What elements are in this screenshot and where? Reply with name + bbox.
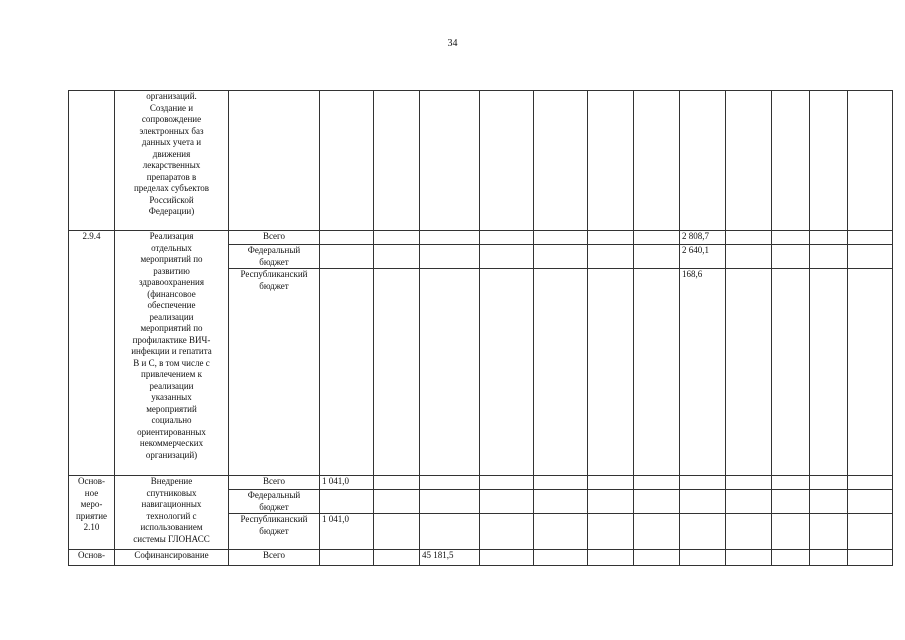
- value-cell: [588, 231, 634, 245]
- funding-source-cell: [229, 269, 320, 476]
- text-line: навигационных: [141, 499, 202, 509]
- value-cell: [320, 91, 374, 231]
- value-cell: [634, 245, 680, 269]
- text-line: ориентированных: [137, 426, 206, 437]
- value-cell: [726, 91, 772, 231]
- value-cell: [848, 476, 893, 490]
- text-line: приятие: [75, 510, 108, 521]
- value-cell: 45 181,5: [420, 550, 480, 566]
- text-line: инфекции и гепатита: [131, 346, 212, 356]
- value-cell: [772, 91, 810, 231]
- row-number-cell: [69, 476, 115, 550]
- text-line: спутниковых: [146, 487, 197, 498]
- value-cell: [420, 245, 480, 269]
- text-line: мероприятий по: [140, 254, 203, 264]
- value-cell: [772, 476, 810, 490]
- value-cell: [588, 514, 634, 550]
- value-cell: [534, 476, 588, 490]
- text-line: меро-: [80, 499, 103, 509]
- value-cell: [810, 231, 848, 245]
- text-line: (финансовое: [147, 288, 196, 299]
- funding-source-cell: [229, 91, 320, 231]
- value-cell: [480, 91, 534, 231]
- text-line: Федерации): [148, 206, 195, 216]
- text-line: Федеральный: [247, 245, 301, 255]
- value-cell: [588, 269, 634, 476]
- value-cell: [480, 231, 534, 245]
- value-cell: [320, 231, 374, 245]
- value-cell: [588, 91, 634, 231]
- value-cell: [534, 490, 588, 514]
- value-cell: [420, 91, 480, 231]
- budget-table: [68, 90, 893, 566]
- text-line: Российской: [149, 194, 194, 205]
- funding-source-cell: [229, 476, 320, 490]
- funding-source-cell: [229, 245, 320, 269]
- value-cell: [534, 269, 588, 476]
- value-cell: [726, 514, 772, 550]
- text-line: сопровождение: [141, 114, 202, 124]
- value-cell: 1 041,0: [320, 476, 374, 490]
- text-line: В и С, в том числе с: [133, 357, 210, 368]
- value-cell: [726, 490, 772, 514]
- value-cell: [534, 231, 588, 245]
- value-cell: [534, 91, 588, 231]
- value-cell: [810, 91, 848, 231]
- value-cell: [680, 514, 726, 550]
- value-cell: [374, 91, 420, 231]
- text-line: развитию: [153, 265, 190, 276]
- value-cell: [848, 231, 893, 245]
- value-cell: [420, 269, 480, 476]
- text-line: мероприятий по: [140, 323, 203, 333]
- value-cell: [374, 231, 420, 245]
- value-cell: [848, 245, 893, 269]
- text-line: движения: [152, 148, 191, 159]
- value-cell: [726, 269, 772, 476]
- text-line: лекарственных: [142, 160, 201, 170]
- text-line: организаций): [145, 449, 198, 460]
- value-cell: [588, 550, 634, 566]
- value-cell: [374, 550, 420, 566]
- value-cell: [420, 476, 480, 490]
- value-cell: [726, 231, 772, 245]
- value-cell: [534, 245, 588, 269]
- value-cell: [374, 269, 420, 476]
- value-cell: [634, 231, 680, 245]
- text-line: указанных: [151, 392, 192, 402]
- table-body: [69, 91, 893, 566]
- table-row: [69, 91, 893, 231]
- row-number-cell: [69, 550, 115, 566]
- value-cell: [810, 514, 848, 550]
- funding-source-cell: [229, 550, 320, 566]
- value-cell: [810, 269, 848, 476]
- value-cell: [772, 269, 810, 476]
- value-cell: [420, 514, 480, 550]
- table-row: [69, 231, 893, 245]
- text-line: Реализация: [149, 231, 194, 241]
- value-cell: [374, 514, 420, 550]
- value-cell: [374, 245, 420, 269]
- text-line: 2.9.4: [82, 231, 101, 241]
- value-cell: [480, 550, 534, 566]
- value-cell: [726, 550, 772, 566]
- value-cell: [726, 245, 772, 269]
- text-line: данных учета и: [141, 137, 202, 147]
- value-cell: [534, 550, 588, 566]
- value-cell: [588, 245, 634, 269]
- text-line: бюджет: [259, 280, 289, 291]
- text-line: организаций.: [146, 91, 197, 101]
- value-cell: [680, 550, 726, 566]
- text-line: использованием: [140, 522, 203, 532]
- measure-name-cell: [115, 550, 229, 566]
- text-line: профилактике ВИЧ-: [132, 334, 211, 345]
- value-cell: [634, 269, 680, 476]
- text-line: электронных баз: [139, 125, 204, 136]
- value-cell: [374, 490, 420, 514]
- text-line: бюджет: [259, 256, 289, 267]
- row-number-cell: [69, 231, 115, 476]
- value-cell: [480, 490, 534, 514]
- text-line: Федеральный: [247, 490, 301, 500]
- measure-name-cell: [115, 231, 229, 476]
- value-cell: [680, 490, 726, 514]
- text-line: мероприятий: [146, 403, 197, 414]
- text-line: привлечением к: [141, 369, 202, 379]
- value-cell: [772, 231, 810, 245]
- value-cell: [634, 490, 680, 514]
- text-line: технологий с: [146, 510, 197, 521]
- text-line: Основ-: [77, 476, 106, 486]
- funding-source-cell: [229, 231, 320, 245]
- value-cell: [634, 514, 680, 550]
- value-cell: [772, 490, 810, 514]
- value-cell: [848, 550, 893, 566]
- text-line: некоммерческих: [139, 438, 204, 448]
- table-row: [69, 550, 893, 566]
- value-cell: [374, 476, 420, 490]
- value-cell: [420, 490, 480, 514]
- value-cell: [680, 91, 726, 231]
- text-line: обеспечение: [147, 300, 196, 310]
- row-number-cell: [69, 91, 115, 231]
- value-cell: [810, 490, 848, 514]
- value-cell: [588, 476, 634, 490]
- text-line: Всего: [262, 476, 286, 486]
- value-cell: [810, 476, 848, 490]
- value-cell: 168,6: [680, 269, 726, 476]
- value-cell: [320, 269, 374, 476]
- text-line: бюджет: [259, 525, 289, 536]
- text-line: Республиканский: [240, 269, 308, 279]
- text-line: Софинансирование: [134, 550, 209, 560]
- value-cell: [480, 269, 534, 476]
- value-cell: [772, 514, 810, 550]
- value-cell: [480, 476, 534, 490]
- measure-name-cell: [115, 476, 229, 550]
- measure-name-cell: [115, 91, 229, 231]
- value-cell: [848, 269, 893, 476]
- text-line: здравоохранения: [138, 277, 204, 287]
- value-cell: [534, 514, 588, 550]
- text-line: Внедрение: [150, 476, 193, 486]
- text-line: пределах субъектов: [133, 183, 210, 193]
- funding-source-cell: [229, 514, 320, 550]
- text-line: Создание и: [149, 102, 194, 113]
- value-cell: [320, 245, 374, 269]
- value-cell: [772, 245, 810, 269]
- value-cell: [810, 245, 848, 269]
- text-line: социально: [151, 415, 192, 425]
- text-line: Основ-: [77, 550, 106, 560]
- value-cell: [634, 550, 680, 566]
- table-row: [69, 476, 893, 490]
- value-cell: [680, 476, 726, 490]
- value-cell: [810, 550, 848, 566]
- text-line: системы ГЛОНАСС: [133, 533, 210, 544]
- value-cell: [848, 514, 893, 550]
- text-line: отдельных: [151, 242, 192, 253]
- value-cell: [480, 245, 534, 269]
- value-cell: [634, 476, 680, 490]
- page-number: 34: [447, 38, 458, 49]
- text-line: Всего: [262, 231, 286, 241]
- text-line: реализации: [149, 380, 194, 391]
- value-cell: [320, 490, 374, 514]
- value-cell: [588, 490, 634, 514]
- value-cell: 1 041,0: [320, 514, 374, 550]
- text-line: реализации: [149, 311, 194, 322]
- text-line: Республиканский: [240, 514, 308, 524]
- value-cell: [848, 490, 893, 514]
- value-cell: [634, 91, 680, 231]
- funding-source-cell: [229, 490, 320, 514]
- text-line: препаратов в: [146, 171, 197, 182]
- value-cell: [772, 550, 810, 566]
- value-cell: [320, 550, 374, 566]
- value-cell: 2 640,1: [680, 245, 726, 269]
- value-cell: [726, 476, 772, 490]
- text-line: ное: [84, 487, 99, 498]
- text-line: бюджет: [259, 501, 289, 512]
- text-line: 2.10: [83, 522, 100, 532]
- text-line: Всего: [262, 550, 286, 560]
- value-cell: [848, 91, 893, 231]
- value-cell: [480, 514, 534, 550]
- value-cell: 2 808,7: [680, 231, 726, 245]
- value-cell: [420, 231, 480, 245]
